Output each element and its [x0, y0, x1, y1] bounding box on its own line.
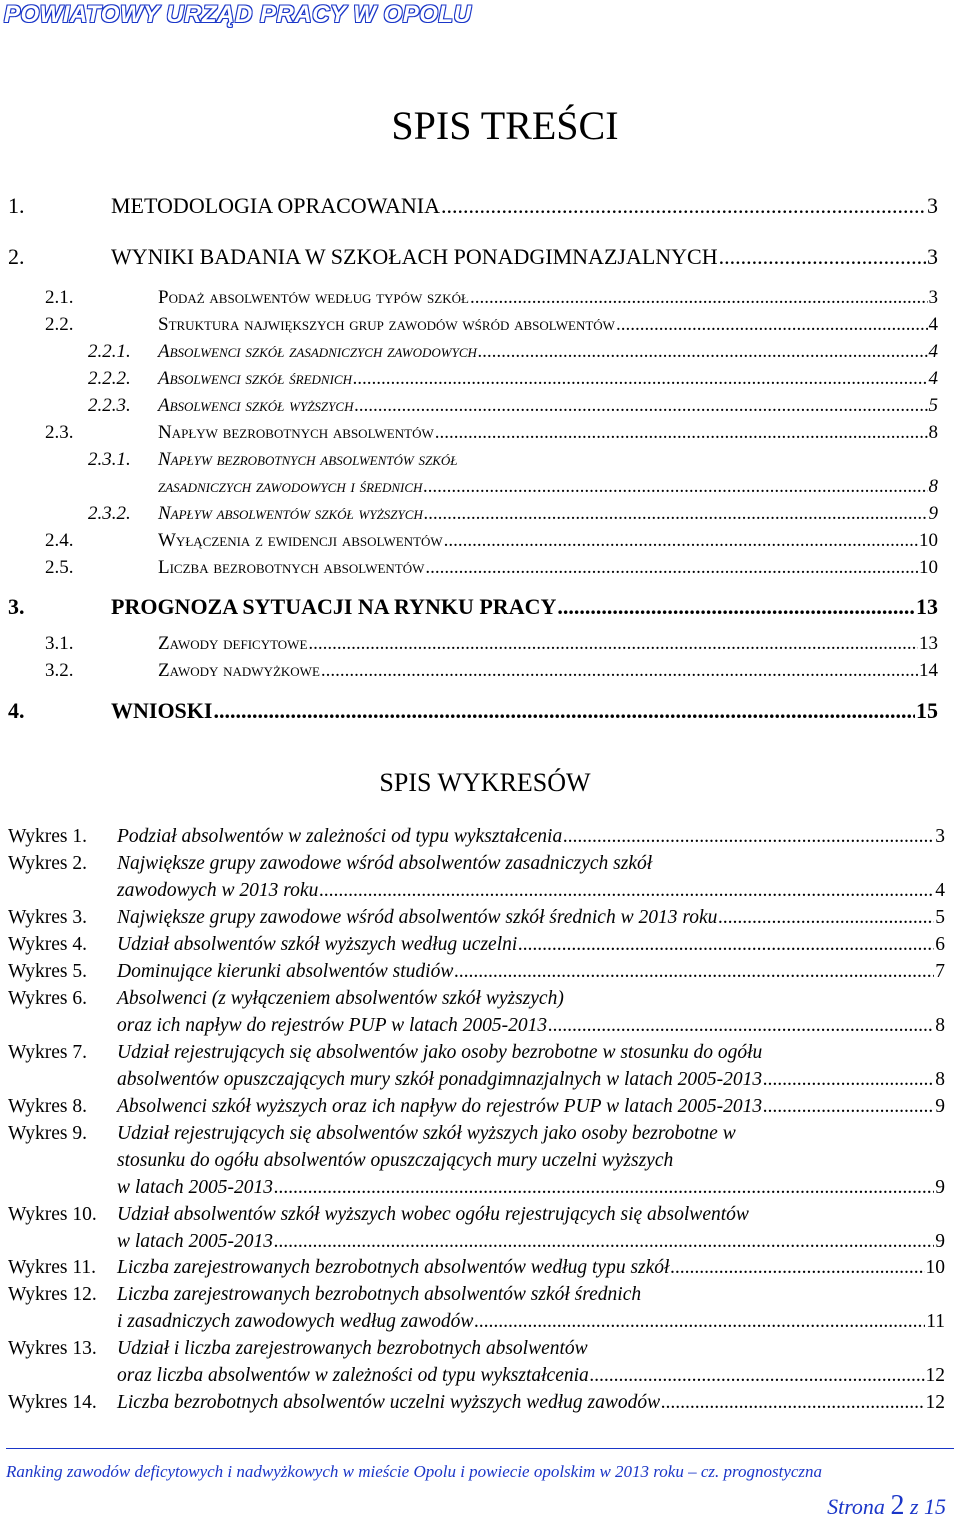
toc-entry-page: 4 — [928, 314, 938, 335]
toc-entry-text: Absolwenci szkół zasadniczych zawodowych — [158, 341, 477, 362]
dot-leader — [425, 557, 918, 579]
dot-leader — [454, 961, 934, 983]
chart-entry[interactable] — [117, 826, 945, 848]
chart-entry[interactable] — [117, 1177, 945, 1199]
toc-entry-text: Struktura największych grup zawodów wśród absolwentów — [158, 314, 615, 335]
toc-entry-text: Zawody nadwyżkowe — [158, 660, 320, 681]
page-current: 2 — [890, 1490, 905, 1521]
toc-entry-page: 8 — [928, 476, 938, 497]
dot-leader — [590, 1365, 925, 1387]
chart-entry-label: Wykres 1. — [8, 826, 87, 847]
toc-entry-text: Napływ bezrobotnych absolwentów — [158, 422, 434, 443]
chart-entry-label: Wykres 7. — [8, 1042, 87, 1063]
chart-entry-text: zawodowych w 2013 roku — [117, 880, 319, 901]
toc-entry[interactable] — [158, 314, 938, 336]
chart-entry-text[interactable]: Udział rejestrujących się absolwentów szkół wyższych jako osoby bezrobotne w — [117, 1123, 736, 1144]
chart-entry-label: Wykres 4. — [8, 934, 87, 955]
chart-entry-label: Wykres 13. — [8, 1338, 97, 1359]
toc-entry-number: 3.1. — [45, 633, 74, 654]
toc-entry-text: Liczba bezrobotnych absolwentów — [158, 557, 425, 578]
toc-entry-text: METODOLOGIA OPRACOWANIA — [111, 193, 440, 218]
toc-entry[interactable] — [158, 368, 938, 390]
chart-entry-label: Wykres 14. — [8, 1392, 97, 1413]
toc-entry-page: 4 — [928, 368, 938, 389]
chart-entry-text: Podział absolwentów w zależności od typu wykształcenia — [117, 826, 563, 847]
dot-leader — [308, 633, 918, 655]
toc-entry[interactable] — [158, 395, 938, 417]
chart-entry-label: Wykres 9. — [8, 1123, 87, 1144]
toc-entry[interactable] — [111, 244, 938, 270]
dot-leader — [763, 1069, 934, 1091]
chart-entry-label: Wykres 12. — [8, 1284, 97, 1305]
chart-entry[interactable] — [117, 934, 945, 956]
toc-entry-text: WNIOSKI — [111, 698, 213, 723]
dot-leader — [661, 1392, 924, 1414]
dot-leader — [478, 341, 928, 363]
dot-leader — [274, 1177, 934, 1199]
page-total: 15 — [924, 1494, 946, 1519]
dot-leader — [763, 1096, 934, 1118]
chart-entry-text: Liczba bezrobotnych absolwentów uczelni wyższych według zawodów — [117, 1392, 661, 1413]
chart-entry-text: oraz ich napływ do rejestrów PUP w latach 2005-2013 — [117, 1015, 548, 1036]
chart-entry-page: 10 — [925, 1257, 945, 1278]
toc-entry-page: 10 — [919, 530, 938, 551]
dot-leader — [353, 368, 928, 390]
chart-entry-page: 9 — [935, 1231, 945, 1252]
chart-entry[interactable] — [117, 1069, 945, 1091]
dot-leader — [444, 530, 918, 552]
page-prefix: Strona — [827, 1494, 885, 1519]
toc-entry[interactable] — [111, 193, 938, 219]
toc-entry-number: 2.2.2. — [88, 368, 131, 389]
toc-entry-page: 5 — [928, 395, 938, 416]
toc-entry-text: Podaż absolwentów według typów szkół — [158, 287, 469, 308]
chart-entry[interactable] — [117, 907, 945, 929]
toc-entry-number: 2.3.1. — [88, 449, 131, 470]
chart-entry-label: Wykres 3. — [8, 907, 87, 928]
toc-entry-page: 8 — [928, 422, 938, 443]
toc-entry-number: 2.2.3. — [88, 395, 131, 416]
chart-entry-page: 8 — [935, 1015, 945, 1036]
toc-entry-text: Absolwenci szkół średnich — [158, 368, 352, 389]
chart-entry-text[interactable]: Udział absolwentów szkół wyższych wobec ogółu rejestrujących się absolwentów — [117, 1204, 749, 1225]
toc-entry-number: 2.2. — [45, 314, 74, 335]
toc-entry-number: 3. — [8, 594, 25, 619]
chart-entry-label: Wykres 8. — [8, 1096, 87, 1117]
toc-entry[interactable] — [111, 698, 938, 724]
toc-entry-number: 4. — [8, 698, 25, 723]
chart-entry[interactable] — [117, 1096, 945, 1118]
dot-leader — [718, 907, 934, 929]
footer-text: Ranking zawodów deficytowych i nadwyżkowych w mieście Opolu i powiecie opolskim w 2013 roku – cz. prognostyczna — [6, 1462, 823, 1481]
dot-leader — [470, 287, 928, 309]
chart-entry-page: 7 — [935, 961, 945, 982]
chart-entry-page: 4 — [935, 880, 945, 901]
toc-entry-text: Napływ absolwentów szkół wyższych — [158, 503, 423, 524]
chart-entry-page: 9 — [935, 1177, 945, 1198]
charts-list-title: SPIS WYKRESÓW — [379, 768, 591, 797]
toc-entry[interactable] — [158, 503, 938, 525]
chart-entry-text: Udział absolwentów szkół wyższych według uczelni — [117, 934, 518, 955]
chart-entry[interactable] — [117, 1257, 945, 1279]
toc-entry-page: 3 — [927, 193, 938, 218]
chart-entry[interactable] — [117, 880, 945, 902]
page-sep: z — [909, 1494, 919, 1519]
toc-entry-number: 2.3. — [45, 422, 74, 443]
header-banner — [0, 0, 960, 32]
toc-entry-page: 15 — [916, 698, 938, 723]
chart-entry-page: 3 — [935, 826, 945, 847]
chart-entry-text: absolwentów opuszczających mury szkół ponadgimnazjalnych w latach 2005-2013 — [117, 1069, 763, 1090]
dot-leader — [274, 1231, 934, 1253]
chart-entry-text: w latach 2005-2013 — [117, 1231, 273, 1252]
chart-entry-text: w latach 2005-2013 — [117, 1177, 273, 1198]
chart-entry[interactable] — [117, 1311, 945, 1333]
toc-entry-text: PROGNOZA SYTUACJI NA RYNKU PRACY — [111, 594, 557, 619]
toc-entry[interactable] — [158, 530, 938, 552]
chart-entry-text: oraz liczba absolwentów w zależności od typu wykształcenia — [117, 1365, 589, 1386]
chart-entry-label: Wykres 6. — [8, 988, 87, 1009]
chart-entry-label: Wykres 10. — [8, 1204, 97, 1225]
chart-entry-text: Największe grupy zawodowe wśród absolwentów szkół średnich w 2013 roku — [117, 907, 718, 928]
toc-entry[interactable] — [158, 557, 938, 579]
dot-leader — [354, 395, 927, 417]
toc-entry-page: 14 — [919, 660, 938, 681]
chart-entry-page: 6 — [935, 934, 945, 955]
chart-entry-text[interactable]: Udział i liczba zarejestrowanych bezrobotnych absolwentów — [117, 1338, 588, 1359]
chart-entry-page: 11 — [926, 1311, 945, 1332]
chart-entry-text[interactable]: Absolwenci (z wyłączeniem absolwentów szkół wyższych) — [117, 988, 564, 1009]
dot-leader — [441, 193, 926, 219]
chart-entry-text[interactable]: Największe grupy zawodowe wśród absolwentów zasadniczych szkół — [117, 853, 653, 874]
toc-entry[interactable] — [158, 476, 938, 498]
chart-entry-text[interactable]: stosunku do ogółu absolwentów opuszczających mury uczelni wyższych — [117, 1150, 674, 1171]
page-number — [827, 1490, 946, 1522]
chart-entry-label: Wykres 11. — [8, 1257, 96, 1278]
banner-title: POWIATOWY URZĄD PRACY W OPOLU — [4, 1, 472, 28]
toc-entry-text: Zawody deficytowe — [158, 633, 308, 654]
chart-entry-page: 5 — [935, 907, 945, 928]
chart-entry-page: 9 — [935, 1096, 945, 1117]
dot-leader — [563, 826, 934, 848]
toc-entry-number: 2.1. — [45, 287, 74, 308]
chart-entry-text: Liczba zarejestrowanych bezrobotnych absolwentów według typu szkół — [117, 1257, 670, 1278]
toc-entry[interactable] — [158, 341, 938, 363]
toc-entry-number: 3.2. — [45, 660, 74, 681]
toc-entry[interactable] — [158, 660, 938, 682]
dot-leader — [719, 244, 926, 270]
dot-leader — [557, 594, 915, 620]
toc-entry-page: 3 — [927, 244, 938, 269]
footer-divider — [6, 1448, 954, 1449]
dot-leader — [213, 698, 915, 724]
dot-leader — [670, 1257, 924, 1279]
toc-entry[interactable] — [158, 633, 938, 655]
dot-leader — [424, 503, 928, 525]
chart-entry-page: 12 — [925, 1365, 945, 1386]
toc-entry[interactable] — [158, 422, 938, 444]
chart-entry-page: 12 — [925, 1392, 945, 1413]
toc-entry-number: 2. — [8, 244, 25, 269]
dot-leader — [319, 880, 934, 902]
toc-entry-text: WYNIKI BADANIA W SZKOŁACH PONADGIMNAZJALNYCH — [111, 244, 718, 269]
dot-leader — [518, 934, 934, 956]
toc-entry-number: 2.2.1. — [88, 341, 131, 362]
toc-entry-text: zasadniczych zawodowych i średnich — [158, 476, 423, 497]
dot-leader — [474, 1311, 925, 1333]
toc-entry-text[interactable]: Napływ bezrobotnych absolwentów szkół — [158, 449, 458, 470]
chart-entry-text: i zasadniczych zawodowych według zawodów — [117, 1311, 474, 1332]
toc-entry-page: 9 — [928, 503, 938, 524]
toc-entry-text: Absolwenci szkół wyższych — [158, 395, 354, 416]
toc-entry-page: 10 — [919, 557, 938, 578]
chart-entry-text: Absolwenci szkół wyższych oraz ich napływ do rejestrów PUP w latach 2005-2013 — [117, 1096, 763, 1117]
toc-title: SPIS TREŚCI — [391, 103, 619, 148]
toc-entry-page: 4 — [928, 341, 938, 362]
chart-entry[interactable] — [117, 1365, 945, 1387]
chart-entry[interactable] — [117, 961, 945, 983]
chart-entry-text[interactable]: Liczba zarejestrowanych bezrobotnych absolwentów szkół średnich — [117, 1284, 642, 1305]
chart-entry-page: 8 — [935, 1069, 945, 1090]
chart-entry[interactable] — [117, 1015, 945, 1037]
toc-entry-page: 3 — [928, 287, 938, 308]
dot-leader — [423, 476, 927, 498]
chart-entry-label: Wykres 2. — [8, 853, 87, 874]
dot-leader — [321, 660, 918, 682]
dot-leader — [616, 314, 928, 336]
chart-entry-text[interactable]: Udział rejestrujących się absolwentów jako osoby bezrobotne w stosunku do ogółu — [117, 1042, 763, 1063]
toc-entry-text: Wyłączenia z ewidencji absolwentów — [158, 530, 443, 551]
chart-entry[interactable] — [117, 1392, 945, 1414]
dot-leader — [435, 422, 928, 444]
toc-entry-number: 2.5. — [45, 557, 74, 578]
toc-entry-number: 2.4. — [45, 530, 74, 551]
chart-entry[interactable] — [117, 1231, 945, 1253]
toc-entry-number: 1. — [8, 193, 25, 218]
chart-entry-text: Dominujące kierunki absolwentów studiów — [117, 961, 454, 982]
toc-entry[interactable] — [158, 287, 938, 309]
toc-entry-page: 13 — [919, 633, 938, 654]
dot-leader — [548, 1015, 934, 1037]
toc-entry[interactable] — [111, 594, 938, 620]
toc-entry-page: 13 — [916, 594, 938, 619]
toc-entry-number: 2.3.2. — [88, 503, 131, 524]
chart-entry-label: Wykres 5. — [8, 961, 87, 982]
